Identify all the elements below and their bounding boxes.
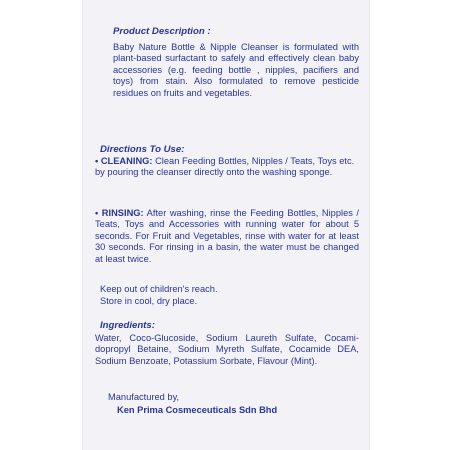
rinsing-instruction [95, 208, 359, 265]
rinsing-label: • RINSING: [95, 208, 144, 218]
ingredients-text: Water, Coco-Glucoside, Sodium Laureth Sulfate, Cocamidopropyl Betaine, Sodium Myreth Sulfate, Cocamide DEA, Sodium Benzoate, Potassium Sorbate, Flavour (Mint). [95, 333, 359, 366]
rinsing-text: After washing, rinse the Feeding Bottles, Nipples / Teats, Toys and Accessories with running water for about 5 seconds. For Fruit and Vegetables, rinse with water for at least 30 seconds. For rinsing in a basin, the water must be changed at least twice. [95, 208, 360, 264]
cleaning-text: Clean Feeding Bottles, Nipples / Teats, Toys etc. by pouring the cleanser directly onto the washing sponge. [95, 156, 355, 178]
storage-instruction: Store in cool, dry place. [100, 296, 198, 306]
ingredients-heading: Ingredients: [100, 320, 155, 331]
directions-heading: Directions To Use: [100, 144, 185, 155]
cleaning-label: • CLEANING: [95, 156, 153, 166]
cleaning-instruction [95, 156, 359, 179]
storage-warning: Keep out of children's reach. [100, 284, 218, 294]
manufacturer-label: Manufactured by, [108, 392, 180, 402]
product-description-text: Baby Nature Bottle & Nipple Cleanser is formulated with plant-based surfactant to safely and effectively clean baby accessories (e.g. feeding bottle , nipples, pacifiers and toys) from stain. Also formulated to remove pesticide residues on fruits and vegetables. [113, 42, 359, 98]
manufacturer-name: Ken Prima Cosmeceuticals Sdn Bhd [117, 405, 278, 415]
product-description-heading: Product Description : [113, 26, 211, 37]
